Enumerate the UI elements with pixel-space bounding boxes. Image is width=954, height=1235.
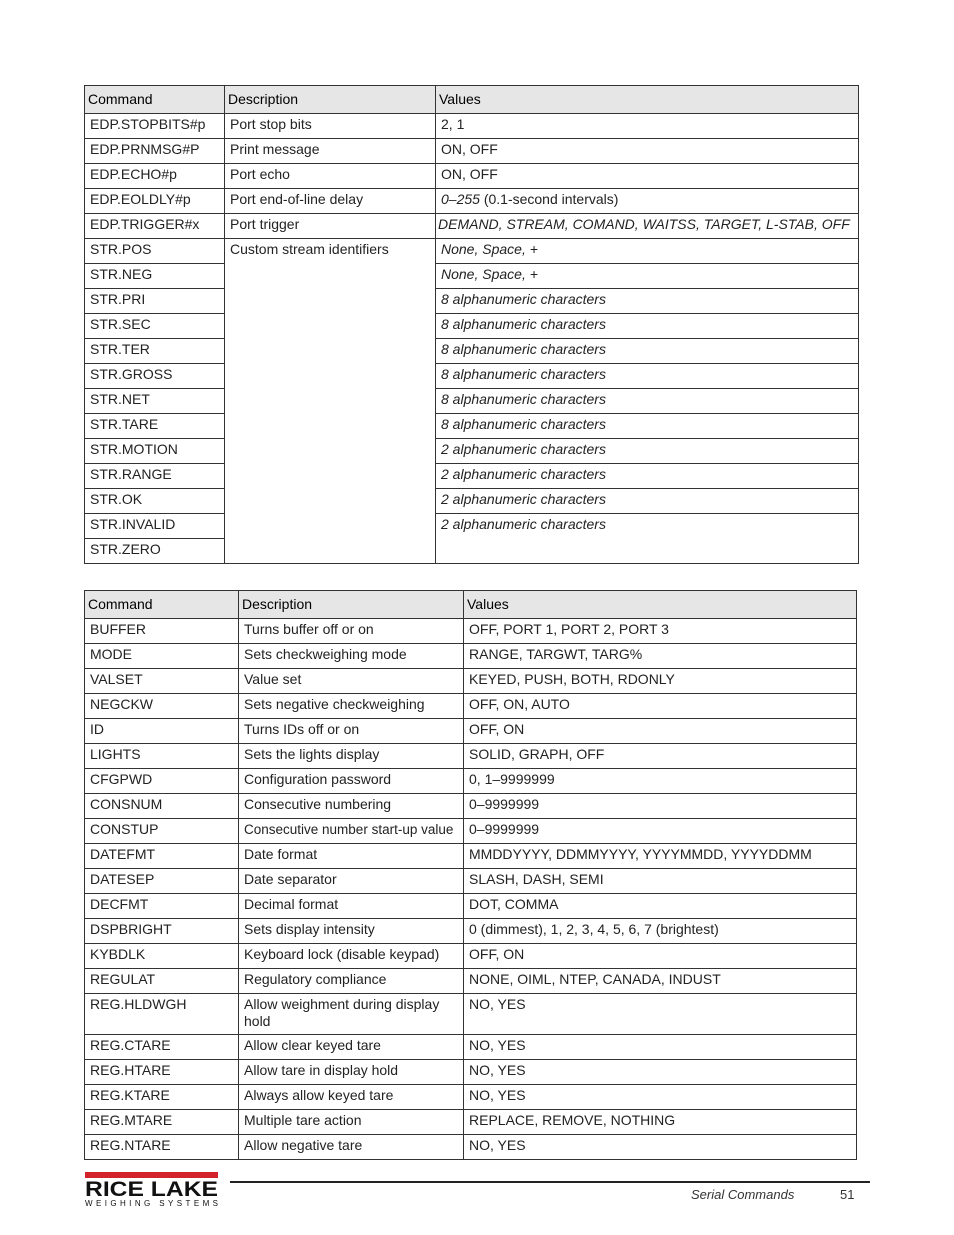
values-cell: NO, YES: [464, 1060, 857, 1085]
command-cell: EDP.PRNMSG#P: [85, 139, 225, 164]
command-cell: STR.NEG: [85, 264, 225, 289]
values-cell: 2 alphanumeric characters: [436, 464, 859, 489]
command-cell: STR.NET: [85, 389, 225, 414]
table-row: [85, 114, 859, 139]
description-cell: Turns buffer off or on: [239, 619, 464, 644]
values-cell: 2 alphanumeric characters: [436, 514, 859, 564]
table-row: [85, 264, 859, 289]
description-cell: Port end-of-line delay: [225, 189, 436, 214]
command-cell: STR.PRI: [85, 289, 225, 314]
values-cell: 2 alphanumeric characters: [436, 489, 859, 514]
values-cell: 0 (dimmest), 1, 2, 3, 4, 5, 6, 7 (brightest): [464, 919, 857, 944]
table-header-row: [85, 591, 857, 619]
command-cell: REG.CTARE: [85, 1035, 239, 1060]
table-row: [85, 1135, 857, 1160]
values-cell: NO, YES: [464, 994, 857, 1035]
description-cell: Port echo: [225, 164, 436, 189]
values-cell: OFF, ON: [464, 944, 857, 969]
command-cell: REG.MTARE: [85, 1110, 239, 1135]
command-cell: STR.OK: [85, 489, 225, 514]
table-row: [85, 1110, 857, 1135]
description-cell: Sets negative checkweighing: [239, 694, 464, 719]
command-cell: STR.GROSS: [85, 364, 225, 389]
table-row: [85, 769, 857, 794]
description-cell: Port trigger: [225, 214, 436, 239]
column-header-values: Values: [464, 591, 857, 619]
values-note: (0.1-second intervals): [479, 191, 619, 207]
command-cell: DSPBRIGHT: [85, 919, 239, 944]
table-row: [85, 164, 859, 189]
values-cell: None, Space, +: [436, 264, 859, 289]
command-cell: CONSTUP: [85, 819, 239, 844]
values-cell: SOLID, GRAPH, OFF: [464, 744, 857, 769]
values-cell: 0–9999999: [464, 794, 857, 819]
table-row: [85, 794, 857, 819]
command-cell: DATESEP: [85, 869, 239, 894]
values-cell: ON, OFF: [436, 164, 859, 189]
values-cell: 8 alphanumeric characters: [436, 364, 859, 389]
table-row: [85, 339, 859, 364]
description-cell: Custom stream identifiers: [225, 239, 436, 564]
values-cell: NO, YES: [464, 1035, 857, 1060]
description-cell: Always allow keyed tare: [239, 1085, 464, 1110]
command-cell: STR.INVALID: [85, 514, 225, 539]
page-footer: [0, 1160, 954, 1220]
description-cell: Date format: [239, 844, 464, 869]
command-cell: STR.RANGE: [85, 464, 225, 489]
command-cell: ID: [85, 719, 239, 744]
command-cell: BUFFER: [85, 619, 239, 644]
table-row: [85, 314, 859, 339]
command-cell: EDP.EOLDLY#p: [85, 189, 225, 214]
description-cell: Multiple tare action: [239, 1110, 464, 1135]
values-cell: DEMAND, STREAM, COMAND, WAITSS, TARGET, L-STAB, OFF: [436, 214, 859, 239]
command-cell: CONSNUM: [85, 794, 239, 819]
command-cell: REG.HLDWGH: [85, 994, 239, 1035]
table-row: [85, 464, 859, 489]
values-cell: OFF, ON: [464, 719, 857, 744]
table-row: [85, 744, 857, 769]
table-row: [85, 969, 857, 994]
checkweighing-commands-table: [84, 590, 857, 1160]
table-row: [85, 1085, 857, 1110]
description-cell: Sets the lights display: [239, 744, 464, 769]
values-cell: None, Space, +: [436, 239, 859, 264]
command-cell: REGULAT: [85, 969, 239, 994]
command-cell: KYBDLK: [85, 944, 239, 969]
values-range: 0–255: [441, 191, 480, 207]
description-cell: Sets display intensity: [239, 919, 464, 944]
description-cell: Consecutive number start-up value: [239, 819, 464, 844]
edp-stream-commands-table: [84, 85, 859, 564]
description-cell: Allow negative tare: [239, 1135, 464, 1160]
table-row: [85, 489, 859, 514]
values-cell: 2, 1: [436, 114, 859, 139]
description-cell: Decimal format: [239, 894, 464, 919]
footer-rule: [230, 1181, 870, 1183]
description-cell: Allow clear keyed tare: [239, 1035, 464, 1060]
values-cell: DOT, COMMA: [464, 894, 857, 919]
table-row: [85, 694, 857, 719]
values-cell: MMDDYYYY, DDMMYYYY, YYYYMMDD, YYYYDDMM: [464, 844, 857, 869]
values-cell: NONE, OIML, NTEP, CANADA, INDUST: [464, 969, 857, 994]
description-cell: Value set: [239, 669, 464, 694]
table-row: [85, 844, 857, 869]
values-cell: 0, 1–9999999: [464, 769, 857, 794]
command-cell: NEGCKW: [85, 694, 239, 719]
svg-text:WEIGHING SYSTEMS: WEIGHING SYSTEMS: [85, 1199, 218, 1206]
column-header-command: Command: [85, 86, 225, 114]
table-row: [85, 439, 859, 464]
table-row: [85, 944, 857, 969]
values-cell: REPLACE, REMOVE, NOTHING: [464, 1110, 857, 1135]
description-cell: Keyboard lock (disable keypad): [239, 944, 464, 969]
table-row: [85, 414, 859, 439]
command-cell: STR.TARE: [85, 414, 225, 439]
values-cell: [436, 189, 859, 214]
table-row: [85, 644, 857, 669]
table-row: [85, 669, 857, 694]
command-cell: EDP.TRIGGER#x: [85, 214, 225, 239]
table-row: [85, 239, 859, 264]
values-cell: RANGE, TARGWT, TARG%: [464, 644, 857, 669]
command-cell: DECFMT: [85, 894, 239, 919]
table-row: [85, 994, 857, 1035]
values-cell: 8 alphanumeric characters: [436, 289, 859, 314]
command-cell: CFGPWD: [85, 769, 239, 794]
description-cell: Configuration password: [239, 769, 464, 794]
values-cell: 2 alphanumeric characters: [436, 439, 859, 464]
page-number: 51: [840, 1187, 855, 1202]
values-cell: OFF, ON, AUTO: [464, 694, 857, 719]
values-cell: NO, YES: [464, 1135, 857, 1160]
command-cell: REG.NTARE: [85, 1135, 239, 1160]
command-cell: EDP.STOPBITS#p: [85, 114, 225, 139]
description-cell: Allow weighment during display hold: [239, 994, 464, 1035]
command-cell: STR.MOTION: [85, 439, 225, 464]
values-cell: 8 alphanumeric characters: [436, 414, 859, 439]
values-cell: 0–9999999: [464, 819, 857, 844]
command-cell: STR.SEC: [85, 314, 225, 339]
table-row: [85, 214, 859, 239]
command-cell: REG.HTARE: [85, 1060, 239, 1085]
table-row: [85, 139, 859, 164]
description-cell: Turns IDs off or on: [239, 719, 464, 744]
values-cell: ON, OFF: [436, 139, 859, 164]
table-row: [85, 364, 859, 389]
description-cell: Sets checkweighing mode: [239, 644, 464, 669]
table-row: [85, 189, 859, 214]
description-cell: Port stop bits: [225, 114, 436, 139]
command-cell: DATEFMT: [85, 844, 239, 869]
command-cell: EDP.ECHO#p: [85, 164, 225, 189]
table-row: [85, 389, 859, 414]
values-cell: KEYED, PUSH, BOTH, RDONLY: [464, 669, 857, 694]
description-cell: Print message: [225, 139, 436, 164]
table-row: [85, 894, 857, 919]
table-row: [85, 514, 859, 539]
column-header-description: Description: [225, 86, 436, 114]
command-cell: VALSET: [85, 669, 239, 694]
command-cell: MODE: [85, 644, 239, 669]
table-row: [85, 919, 857, 944]
table-row: [85, 619, 857, 644]
table-row: [85, 1060, 857, 1085]
table-row: [85, 289, 859, 314]
command-cell: LIGHTS: [85, 744, 239, 769]
svg-text:RICE LAKE: RICE LAKE: [85, 1178, 218, 1201]
values-cell: NO, YES: [464, 1085, 857, 1110]
command-cell: STR.TER: [85, 339, 225, 364]
rice-lake-logo: [85, 1166, 225, 1206]
table-row: [85, 719, 857, 744]
column-header-description: Description: [239, 591, 464, 619]
command-cell: STR.POS: [85, 239, 225, 264]
description-cell: Regulatory compliance: [239, 969, 464, 994]
values-cell: 8 alphanumeric characters: [436, 389, 859, 414]
description-cell: Allow tare in display hold: [239, 1060, 464, 1085]
description-cell: Consecutive numbering: [239, 794, 464, 819]
section-title: Serial Commands: [691, 1187, 795, 1202]
values-cell: OFF, PORT 1, PORT 2, PORT 3: [464, 619, 857, 644]
command-cell: STR.ZERO: [85, 539, 225, 564]
column-header-values: Values: [436, 86, 859, 114]
description-cell: Date separator: [239, 869, 464, 894]
table-row: [85, 1035, 857, 1060]
values-cell: 8 alphanumeric characters: [436, 339, 859, 364]
table-header-row: [85, 86, 859, 114]
values-cell: SLASH, DASH, SEMI: [464, 869, 857, 894]
table-row: [85, 869, 857, 894]
column-header-command: Command: [85, 591, 239, 619]
command-cell: REG.KTARE: [85, 1085, 239, 1110]
values-cell: 8 alphanumeric characters: [436, 314, 859, 339]
table-row: [85, 819, 857, 844]
